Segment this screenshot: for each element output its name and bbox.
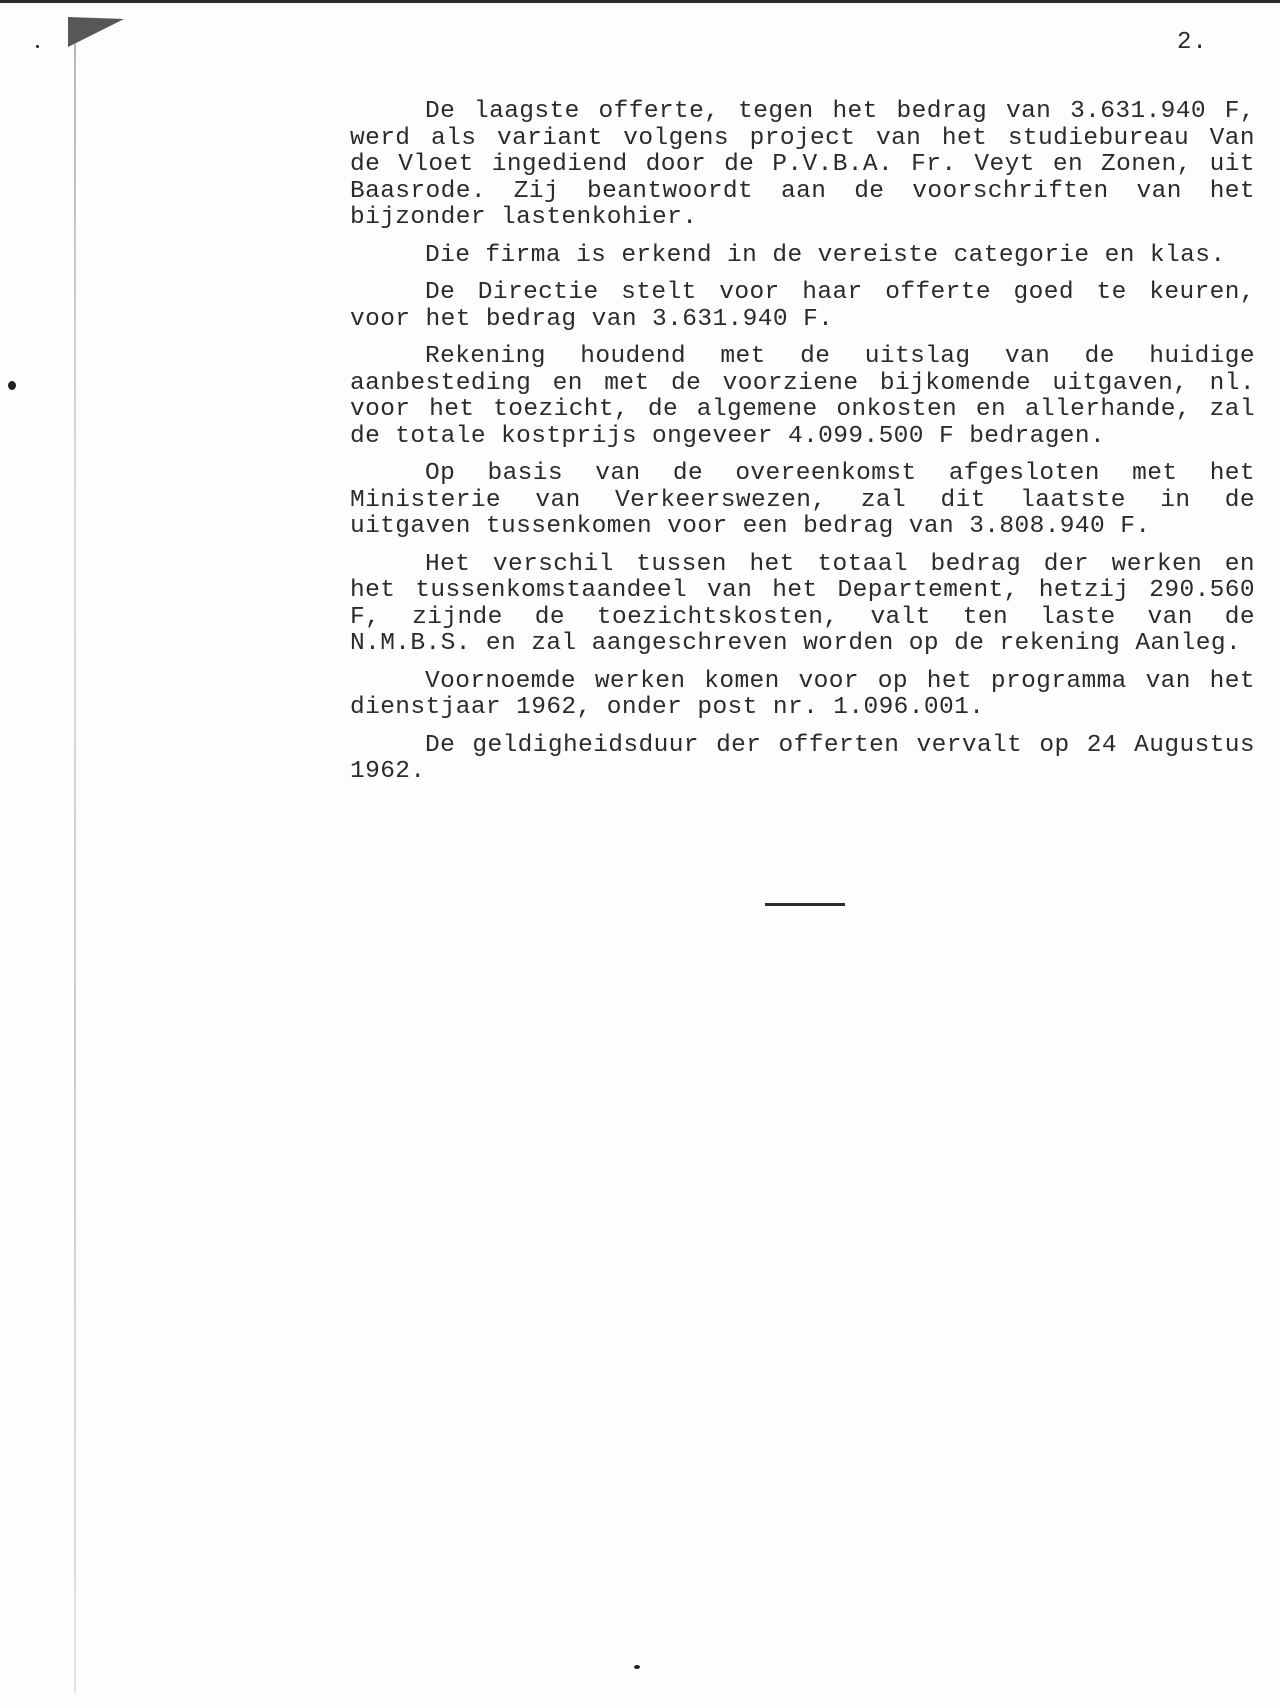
paragraph-ministry-contribution: Op basis van de overeenkomst afgesloten met het Ministerie van Verkeerswezen, zal dit laatste in de uitgaven tussenkomen voor een bedrag van 3.808.940 F. bbox=[350, 460, 1255, 540]
letter-body bbox=[350, 99, 1255, 797]
paragraph-cost-difference: Het verschil tussen het totaal bedrag der werken en het tussenkomstaandeel van het Departement, hetzij 290.560 F, zijnde de toezichtskosten, valt ten laste van de N.M.B.S. en zal aangeschreven worden op de rekening Aanleg. bbox=[350, 550, 1255, 657]
paragraph-firm-recognized: Die firma is erkend in de vereiste categorie en klas. bbox=[425, 241, 1226, 269]
scan-corner-mark bbox=[68, 17, 124, 57]
paragraph-total-cost: Rekening houdend met de uitslag van de huidige aanbesteding en met de voorziene bijkomende uitgaven, nl. voor het toezicht, de algemene onkosten en allerhande, zal de totale kostprijs ongeveer 4.099.500 F bedragen. bbox=[350, 343, 1255, 450]
paragraph-program: Voornoemde werken komen voor op het programma van het dienstjaar 1962, onder post nr. 1.096.001. bbox=[350, 667, 1255, 721]
paragraph-lowest-offer: De laagste offerte, tegen het bedrag van 3.631.940 F, werd als variant volgens project van het studiebureau Van de Vloet ingediend door de P.V.B.A. Fr. Veyt en Zonen, uit Baasrode. Zij beantwoordt aan de voorschriften van het bijzonder lastenkohier. bbox=[350, 98, 1255, 231]
bottom-speck bbox=[634, 1665, 640, 1669]
paragraph-validity: De geldigheidsduur der offerten vervalt op 24 Augustus 1962. bbox=[350, 731, 1255, 785]
scan-left-edge bbox=[74, 43, 76, 1693]
top-margin-speck bbox=[36, 45, 39, 48]
left-margin-speck bbox=[8, 381, 16, 390]
closing-separator-line bbox=[765, 903, 845, 906]
page-number: 2. bbox=[1177, 29, 1208, 56]
paragraph-directorate-proposal: De Directie stelt voor haar offerte goed te keuren, voor het bedrag van 3.631.940 F. bbox=[350, 279, 1255, 333]
